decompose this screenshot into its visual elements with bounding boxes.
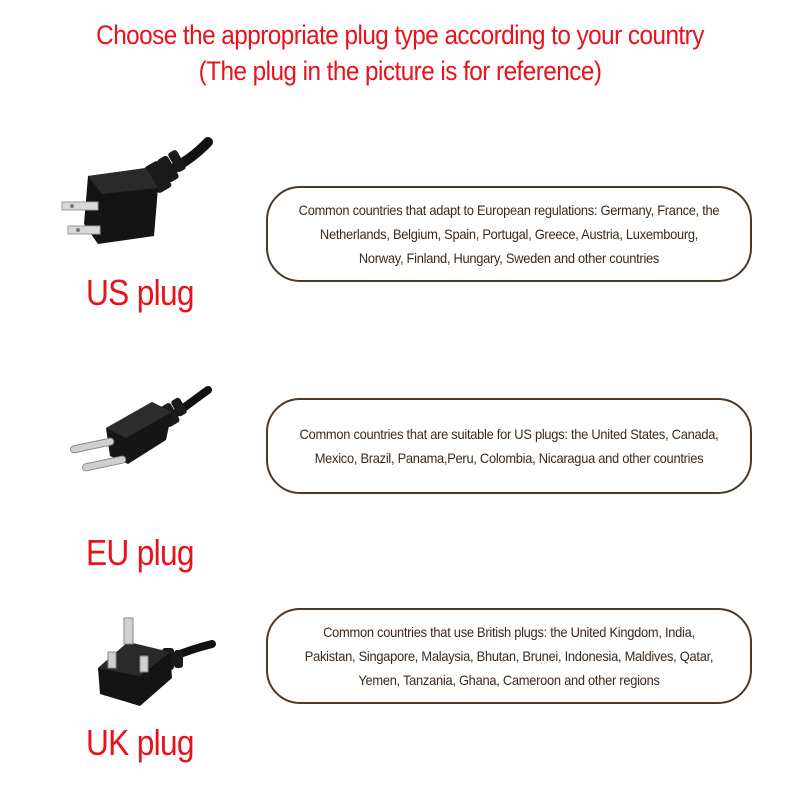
eu-plug-image	[62, 384, 212, 484]
info-box-1	[266, 186, 752, 282]
page-subtitle: (The plug in the picture is for reference)	[198, 56, 602, 86]
info-text-1: Common countries that adapt to European regulations: Germany, France, the Netherlands, Belgium, Spain, Portugal, Greece, Austria, Luxembourg, Norway, Finland, Hungary, Sweden and other countries	[298, 202, 720, 266]
info-text-3: Common countries that use British plugs: the United Kingdom, India, Pakistan, Singapore, Malaysia, Bhutan, Brunei, Indonesia, Maldives, Qatar, Yemen, Tanzania, Ghana, Cameroon and other regions	[304, 624, 714, 688]
info-box-2	[266, 398, 752, 494]
us-plug-image	[58, 128, 218, 258]
uk-plug-image	[88, 612, 218, 712]
us-plug-label: US plug	[86, 272, 194, 313]
info-text-2: Common countries that are suitable for US plugs: the United States, Canada, Mexico, Brazil, Panama,Peru, Colombia, Nicaragua and other countries	[299, 426, 719, 466]
eu-plug-label: EU plug	[86, 532, 194, 573]
header	[0, 16, 800, 88]
uk-plug-label: UK plug	[86, 722, 194, 763]
info-box-3	[266, 608, 752, 704]
page-title: Choose the appropriate plug type according to your country	[96, 20, 704, 50]
